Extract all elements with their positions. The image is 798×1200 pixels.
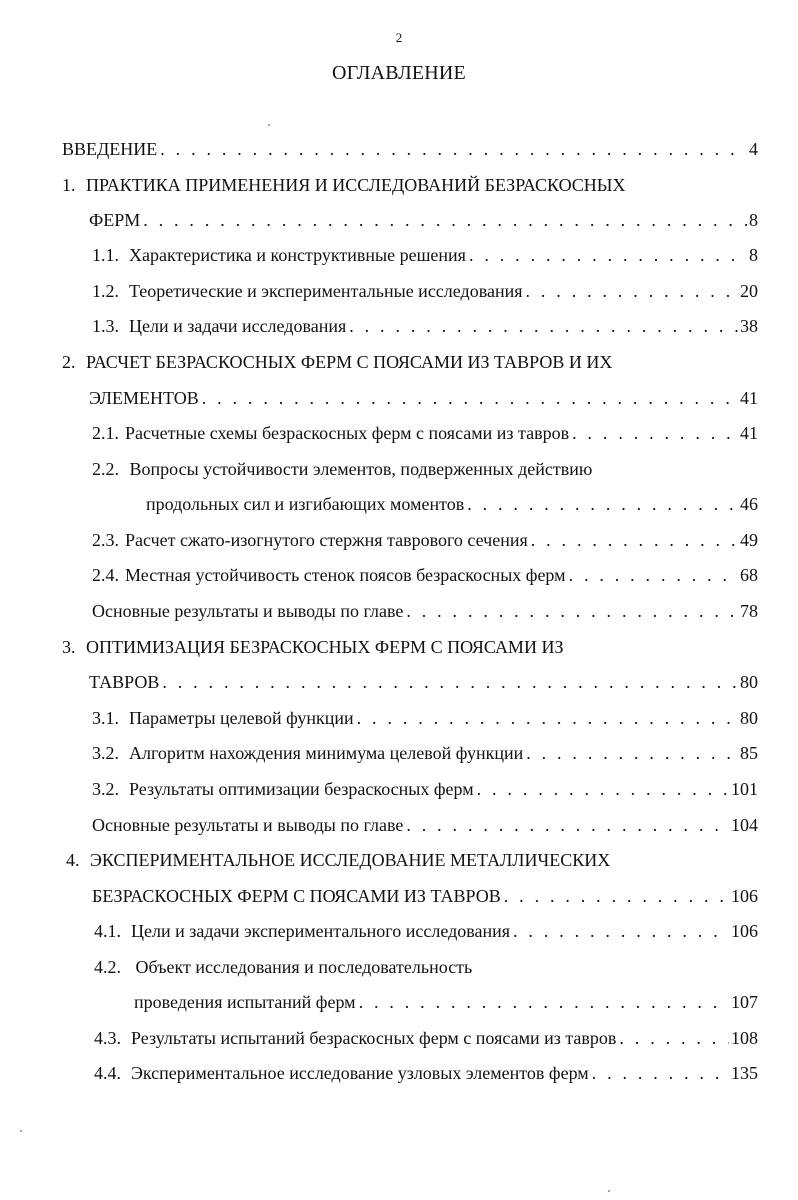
toc-page-number: 8 xyxy=(749,210,758,230)
section-number: 4.4. xyxy=(94,1063,121,1083)
dot-leader xyxy=(513,919,729,943)
dot-leader xyxy=(202,386,738,410)
chapter-number: 3. xyxy=(62,637,76,657)
chapter-number: 1. xyxy=(62,175,76,195)
toc-page-number: 38 xyxy=(740,316,758,336)
dot-leader xyxy=(531,528,738,552)
dot-leader xyxy=(592,1061,729,1085)
section-title: Основные результаты и выводы по главе xyxy=(92,815,404,835)
toc-entry-chapter-1[interactable] xyxy=(89,208,758,232)
section-title: Теоретические и экспериментальные исследования xyxy=(129,281,523,301)
toc-page-number: 78 xyxy=(740,601,758,621)
toc-entry-3-summary[interactable] xyxy=(92,813,758,837)
toc-page-number: 68 xyxy=(740,565,758,585)
toc-entry-4-2[interactable] xyxy=(134,990,758,1014)
section-title: Параметры целевой функции xyxy=(129,708,354,728)
toc-entry-2-4[interactable] xyxy=(92,563,758,587)
dot-leader xyxy=(619,1026,729,1050)
dot-leader xyxy=(526,741,738,765)
section-number: 1.1. xyxy=(92,245,119,265)
toc-page-number: 20 xyxy=(740,281,758,301)
section-number: 3.2. xyxy=(92,743,119,763)
dot-leader xyxy=(406,813,729,837)
dot-leader xyxy=(349,314,738,338)
section-number: 4.2. xyxy=(94,957,121,977)
dot-leader xyxy=(357,706,738,730)
chapter-2-heading[interactable] xyxy=(62,350,612,374)
scan-speck xyxy=(20,1130,22,1132)
section-title-continued: продольных сил и изгибающих моментов xyxy=(146,494,465,514)
section-title: Расчетные схемы безраскосных ферм с поясами из тавров xyxy=(125,423,570,443)
chapter-title: ОПТИМИЗАЦИЯ БЕЗРАСКОСНЫХ ФЕРМ С ПОЯСАМИ ИЗ xyxy=(86,637,564,657)
dot-leader xyxy=(572,421,738,445)
toc-page-number: 104 xyxy=(731,815,758,835)
section-number: 2.1. xyxy=(92,423,119,443)
section-title: Характеристика и конструктивные решения xyxy=(129,245,466,265)
toc-page-number: 4 xyxy=(749,139,758,159)
toc-entry-4-2-line1[interactable] xyxy=(94,955,472,979)
chapter-title-continued: ЭЛЕМЕНТОВ xyxy=(89,388,199,408)
toc-page-number: 41 xyxy=(740,423,758,443)
dot-leader xyxy=(160,137,747,161)
section-title: Результаты оптимизации безраскосных ферм xyxy=(129,779,474,799)
section-number: 1.3. xyxy=(92,316,119,336)
section-title: Местная устойчивость стенок поясов безраскосных ферм xyxy=(125,565,566,585)
toc-entry-1-1[interactable] xyxy=(92,243,758,267)
toc-entry-2-3[interactable] xyxy=(92,528,758,552)
page-title: ОГЛАВЛЕНИЕ xyxy=(332,62,466,84)
toc-page-number: 135 xyxy=(731,1063,758,1083)
toc-page-number: 8 xyxy=(749,245,758,265)
section-title: Основные результаты и выводы по главе xyxy=(92,601,404,621)
section-number: 4.1. xyxy=(94,921,121,941)
chapter-title-continued: ТАВРОВ xyxy=(89,672,160,692)
dot-leader xyxy=(504,884,729,908)
dot-leader xyxy=(569,563,738,587)
toc-page-number: 49 xyxy=(740,530,758,550)
toc-entry-chapter-3[interactable] xyxy=(89,670,758,694)
toc-page-number: 106 xyxy=(731,886,758,906)
chapter-4-heading[interactable] xyxy=(66,848,610,872)
toc-entry-chapter-2[interactable] xyxy=(89,386,758,410)
section-title: Цели и задачи исследования xyxy=(129,316,347,336)
chapter-3-heading[interactable] xyxy=(62,635,563,659)
toc-entry-4-4[interactable] xyxy=(94,1061,758,1085)
page-number: 2 xyxy=(395,30,403,45)
chapter-1-heading[interactable] xyxy=(62,173,626,197)
dot-leader xyxy=(359,990,729,1014)
toc-page-number: 85 xyxy=(740,743,758,763)
toc-entry-1-3[interactable] xyxy=(92,314,758,338)
toc-page-number: 80 xyxy=(740,672,758,692)
chapter-title-continued: ФЕРМ xyxy=(89,210,141,230)
toc-entry-2-summary[interactable] xyxy=(92,599,758,623)
section-title: Вопросы устойчивости элементов, подверженных действию xyxy=(129,459,593,479)
dot-leader xyxy=(467,492,738,516)
toc-entry-chapter-4[interactable] xyxy=(92,884,758,908)
section-number: 4.3. xyxy=(94,1028,121,1048)
chapter-number: 2. xyxy=(62,352,76,372)
dot-leader xyxy=(143,208,747,232)
section-number: 3.1. xyxy=(92,708,119,728)
chapter-title: РАСЧЕТ БЕЗРАСКОСНЫХ ФЕРМ С ПОЯСАМИ ИЗ ТАВРОВ И ИХ xyxy=(86,352,613,372)
dot-leader xyxy=(406,599,738,623)
toc-page-number: 108 xyxy=(731,1028,758,1048)
toc-page-number: 41 xyxy=(740,388,758,408)
chapter-number: 4. xyxy=(66,850,80,870)
chapter-title: ЭКСПЕРИМЕНТАЛЬНОЕ ИССЛЕДОВАНИЕ МЕТАЛЛИЧЕСКИХ xyxy=(90,850,611,870)
toc-page-number: 106 xyxy=(731,921,758,941)
toc-entry-2-2[interactable] xyxy=(146,492,758,516)
dot-leader xyxy=(526,279,739,303)
toc-entry-4-3[interactable] xyxy=(94,1026,758,1050)
chapter-title-continued: БЕЗРАСКОСНЫХ ФЕРМ С ПОЯСАМИ ИЗ ТАВРОВ xyxy=(92,886,501,906)
toc-entry-4-1[interactable] xyxy=(94,919,758,943)
scan-speck xyxy=(608,1190,610,1192)
toc-entry-3-2[interactable] xyxy=(92,741,758,765)
section-title: Расчет сжато-изогнутого стержня таврового сечения xyxy=(125,530,528,550)
dot-leader xyxy=(469,243,747,267)
section-number: 2.3. xyxy=(92,530,119,550)
dot-leader xyxy=(477,777,729,801)
section-number: 2.4. xyxy=(92,565,119,585)
section-title: Экспериментальное исследование узловых элементов ферм xyxy=(131,1063,589,1083)
toc-entry-text: ВВЕДЕНИЕ xyxy=(62,139,158,159)
section-title: Результаты испытаний безраскосных ферм с поясами из тавров xyxy=(131,1028,617,1048)
section-title: Цели и задачи экспериментального исследования xyxy=(131,921,511,941)
toc-entry-intro[interactable] xyxy=(62,137,758,161)
section-number: 1.2. xyxy=(92,281,119,301)
toc-page-number: 80 xyxy=(740,708,758,728)
section-title: Объект исследования и последовательность xyxy=(135,957,473,977)
toc-entry-2-2-line1[interactable] xyxy=(92,457,592,481)
toc-entry-3-1[interactable] xyxy=(92,706,758,730)
scan-speck xyxy=(268,124,270,126)
chapter-title: ПРАКТИКА ПРИМЕНЕНИЯ И ИССЛЕДОВАНИЙ БЕЗРАСКОСНЫХ xyxy=(86,175,626,195)
section-title-continued: проведения испытаний ферм xyxy=(134,992,356,1012)
section-number: 2.2. xyxy=(92,459,119,479)
section-title: Алгоритм нахождения минимума целевой функции xyxy=(129,743,524,763)
dot-leader xyxy=(162,670,738,694)
toc-page-number: 46 xyxy=(740,494,758,514)
toc-page-number: 107 xyxy=(731,992,758,1012)
toc-entry-3-3[interactable] xyxy=(92,777,758,801)
toc-entry-1-2[interactable] xyxy=(92,279,758,303)
section-number: 3.2. xyxy=(92,779,119,799)
toc-page-number: 101 xyxy=(731,779,758,799)
toc-entry-2-1[interactable] xyxy=(92,421,758,445)
